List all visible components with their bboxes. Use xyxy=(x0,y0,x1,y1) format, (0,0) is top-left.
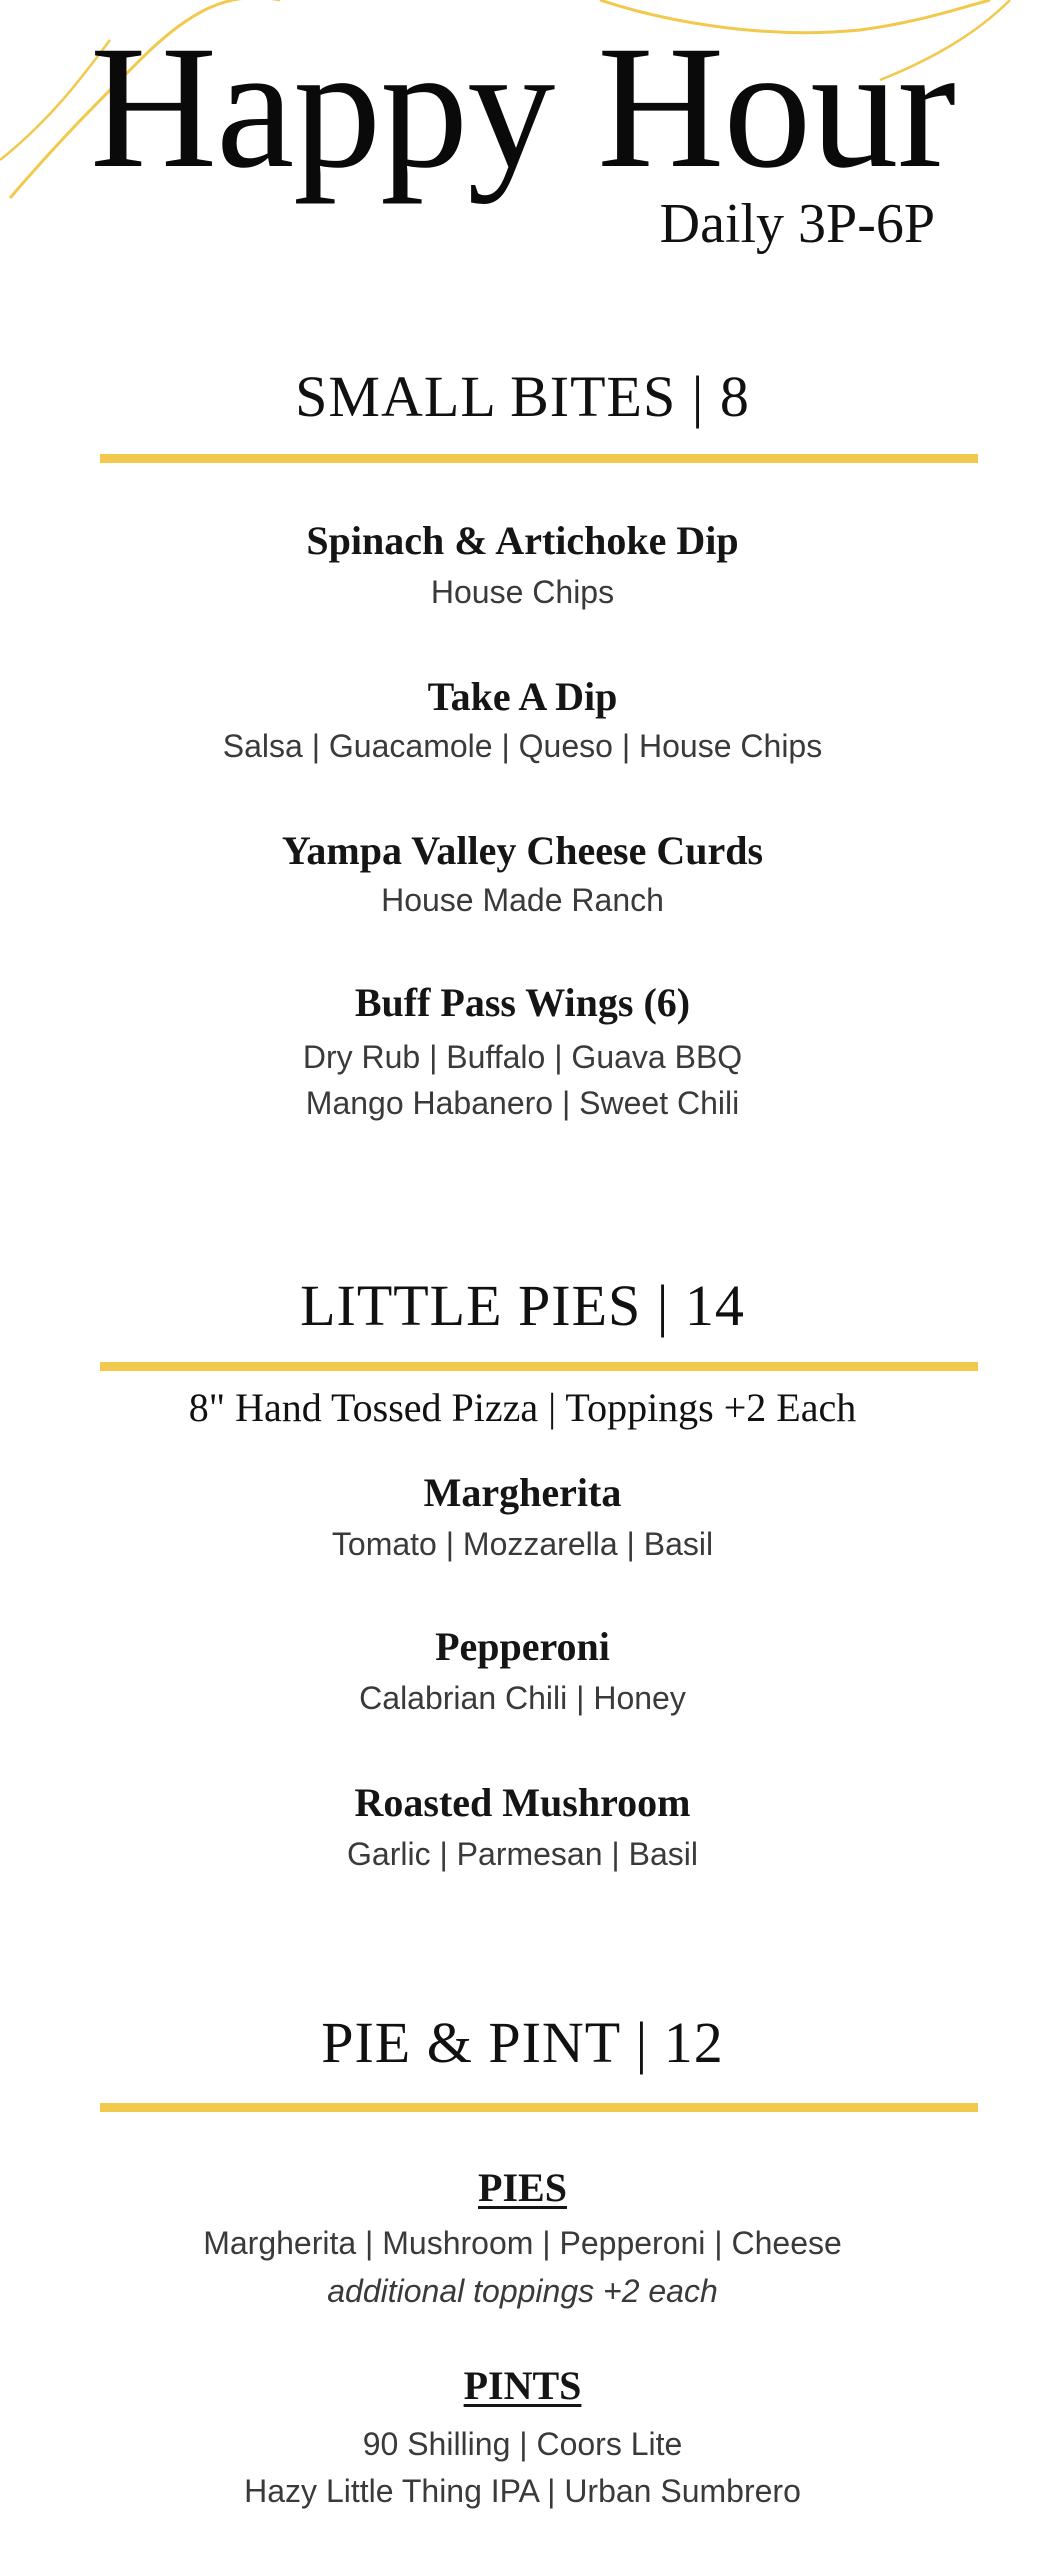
section-subheading: 8" Hand Tossed Pizza | Toppings +2 Each xyxy=(188,1385,857,1430)
menu-item-description: Tomato | Mozzarella | Basil xyxy=(331,1526,714,1562)
hours-label: Daily 3P-6P xyxy=(659,193,935,255)
menu-item-name: Yampa Valley Cheese Curds xyxy=(281,828,764,873)
pies-note: additional toppings +2 each xyxy=(327,2273,718,2309)
menu-item-description: House Made Ranch xyxy=(381,882,664,918)
menu-item-description: Calabrian Chili | Honey xyxy=(359,1680,686,1716)
menu-item-name: Roasted Mushroom xyxy=(354,1780,691,1825)
menu-item-name: Buff Pass Wings (6) xyxy=(354,980,691,1025)
menu-item-description: Dry Rub | Buffalo | Guava BBQ xyxy=(302,1039,743,1075)
section-heading-small-bites: SMALL BITES | 8 xyxy=(295,364,750,429)
menu-item-name: Pepperoni xyxy=(435,1624,610,1669)
pints-label: PINTS xyxy=(463,2363,582,2408)
pints-list: 90 Shilling | Coors Lite xyxy=(362,2426,683,2462)
pints-list: Hazy Little Thing IPA | Urban Sumbrero xyxy=(244,2473,801,2509)
section-divider xyxy=(100,2103,978,2112)
section-heading-pie-and-pint: PIE & PINT | 12 xyxy=(321,2010,724,2075)
page-title: Happy Hour xyxy=(90,10,955,205)
section-heading-little-pies: LITTLE PIES | 14 xyxy=(300,1273,745,1338)
pies-list: Margherita | Mushroom | Pepperoni | Cheese xyxy=(203,2225,842,2261)
menu-item-description: Salsa | Guacamole | Queso | House Chips xyxy=(222,728,823,764)
menu-item-name: Take A Dip xyxy=(427,674,618,719)
section-divider xyxy=(100,454,978,463)
menu-item-description: House Chips xyxy=(430,574,615,610)
section-divider xyxy=(100,1362,978,1371)
menu-item-description: Mango Habanero | Sweet Chili xyxy=(305,1085,740,1121)
pies-label: PIES xyxy=(478,2165,567,2210)
menu-item-description: Garlic | Parmesan | Basil xyxy=(347,1836,698,1872)
menu-item-name: Margherita xyxy=(423,1470,622,1515)
menu-item-name: Spinach & Artichoke Dip xyxy=(306,518,739,563)
